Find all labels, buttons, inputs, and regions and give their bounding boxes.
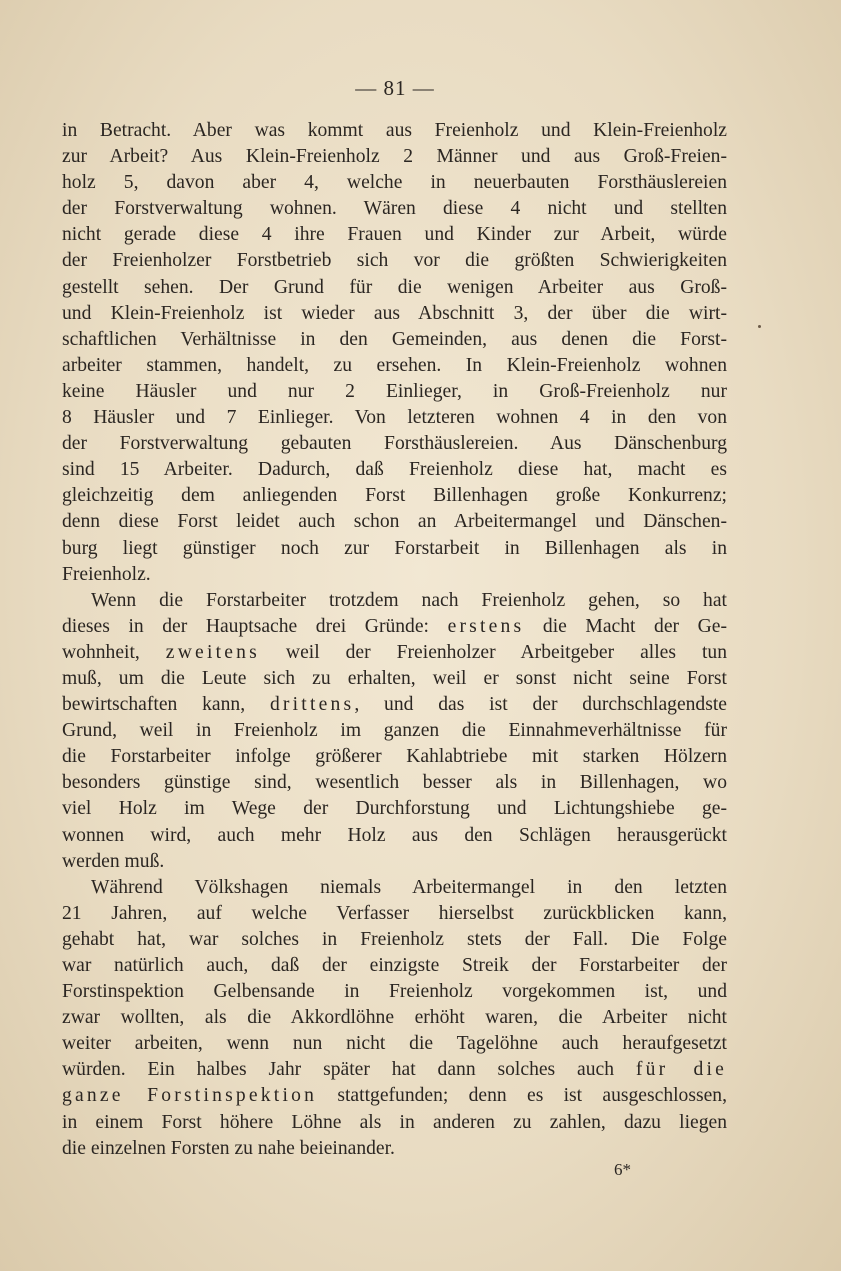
emphasis-spaced-text: drittens	[269, 694, 355, 716]
text-run: besonders günstige sind, wesentlich besser als in Billenhagen, wo	[62, 772, 727, 794]
text-line	[62, 744, 727, 770]
text-line	[62, 927, 727, 953]
text-run: , und das ist der durchschlagendste	[354, 694, 727, 716]
text-line	[62, 248, 727, 274]
text-run: sind 15 Arbeiter. Dadurch, daß Freienholz diese hat, macht es	[62, 459, 727, 481]
text-line	[62, 823, 727, 849]
text-run: arbeiter stammen, handelt, zu ersehen. In Klein-Freienholz wohnen	[62, 354, 727, 376]
text-line	[62, 692, 727, 718]
text-line	[62, 457, 727, 483]
text-line	[62, 588, 727, 614]
text-line	[62, 1057, 727, 1083]
text-line	[62, 640, 727, 666]
text-run: in Betracht. Aber was kommt aus Freienholz und Klein-Freienholz	[62, 120, 727, 141]
text-run: der Forstverwaltung gebauten Forsthäuslereien. Aus Dänschenburg	[62, 433, 727, 455]
text-run: wonnen wird, auch mehr Holz aus den Schlägen herausgerückt	[62, 824, 727, 846]
text-line	[62, 1136, 727, 1162]
paragraph-1	[62, 118, 727, 588]
text-line	[62, 353, 727, 379]
text-run: wohnheit,	[62, 641, 166, 663]
text-line	[62, 196, 727, 222]
text-line	[62, 953, 727, 979]
text-line	[62, 875, 727, 901]
text-run: denn diese Forst leidet auch schon an Arbeitermangel und Dänschen-	[62, 511, 727, 533]
emphasis-spaced-text: erstens	[447, 615, 525, 637]
text-run: gestellt sehen. Der Grund für die wenigen Arbeiter aus Groß-	[62, 276, 727, 298]
text-line	[62, 431, 727, 457]
text-line	[62, 979, 727, 1005]
text-line	[62, 118, 727, 144]
text-run: der Forstverwaltung wohnen. Wären diese 4 nicht und stellten	[62, 198, 727, 220]
text-line	[62, 509, 727, 535]
text-run: stattgefunden; denn es ist ausgeschlossen,	[317, 1085, 727, 1107]
text-run: und Klein-Freienholz ist wieder aus Abschnitt 3, der über die wirt-	[62, 302, 727, 324]
text-run: gehabt hat, war solches in Freienholz stets der Fall. Die Folge	[62, 928, 727, 950]
paper-speck	[758, 325, 761, 328]
text-line	[62, 327, 727, 353]
text-line	[62, 770, 727, 796]
text-line	[62, 1031, 727, 1057]
text-run: Grund, weil in Freienholz im ganzen die Einnahmeverhältnisse für	[62, 720, 727, 742]
text-run: gleichzeitig dem anliegenden Forst Billenhagen große Konkurrenz;	[62, 485, 727, 507]
emphasis-spaced-text: zweitens	[165, 641, 260, 663]
text-run: zwar wollten, als die Akkordlöhne erhöht waren, die Arbeiter nicht	[62, 1007, 727, 1029]
text-line	[62, 901, 727, 927]
text-run: war natürlich auch, daß der einzigste Streik der Forstarbeiter der	[62, 955, 727, 976]
emphasis-spaced-text: für die	[635, 1059, 727, 1081]
text-run: zur Arbeit? Aus Klein-Freienholz 2 Männer und aus Groß-Freien-	[62, 146, 727, 168]
text-line	[62, 614, 727, 640]
text-line	[62, 536, 727, 562]
text-run: würden. Ein halbes Jahr später hat dann solches auch	[62, 1059, 636, 1081]
paragraph-2	[62, 588, 727, 875]
text-run: dieses in der Hauptsache drei Gründe:	[62, 615, 448, 637]
text-run: nicht gerade diese 4 ihre Frauen und Kinder zur Arbeit, würde	[62, 224, 727, 246]
text-run: weiter arbeiten, wenn nun nicht die Tagelöhne auch heraufgesetzt	[62, 1033, 727, 1055]
text-line	[62, 222, 727, 248]
text-run: viel Holz im Wege der Durchforstung und Lichtungshiebe ge-	[62, 798, 727, 820]
text-run: muß, um die Leute sich zu erhalten, weil er sonst nicht seine Forst	[62, 667, 727, 689]
text-line	[62, 666, 727, 692]
text-line	[62, 1005, 727, 1031]
text-line	[62, 483, 727, 509]
text-run: Forstinspektion Gelbensande in Freienholz vorgekommen ist, und	[62, 981, 727, 1003]
text-run: in einem Forst höhere Löhne als in anderen zu zahlen, dazu liegen	[62, 1111, 727, 1133]
text-line	[62, 379, 727, 405]
text-line	[62, 1110, 727, 1136]
text-run: die einzelnen Forsten zu nahe beieinander.	[62, 1137, 395, 1159]
text-run: Freienholz.	[62, 563, 151, 585]
paragraph-3	[62, 875, 727, 1162]
text-line	[62, 170, 727, 196]
signature-mark: 6*	[614, 1160, 631, 1179]
text-run: die Macht der Ge-	[524, 615, 727, 637]
text-run: Wenn die Forstarbeiter trotzdem nach Freienholz gehen, so hat	[91, 589, 727, 611]
page-number: — 81 —	[355, 76, 435, 100]
text-run: weil der Freienholzer Arbeitgeber alles tun	[259, 641, 727, 663]
text-line	[62, 1083, 727, 1109]
text-line	[62, 849, 727, 875]
text-run: der Freienholzer Forstbetrieb sich vor die größten Schwierigkeiten	[62, 250, 727, 272]
text-run: 8 Häusler und 7 Einlieger. Von letzteren wohnen 4 in den von	[62, 407, 727, 429]
text-line	[62, 275, 727, 301]
text-run: keine Häusler und nur 2 Einlieger, in Groß-Freienholz nur	[62, 380, 727, 402]
text-line	[62, 405, 727, 431]
text-run: 21 Jahren, auf welche Verfasser hierselbst zurückblicken kann,	[62, 902, 727, 924]
body-text	[62, 118, 727, 1162]
text-line	[62, 562, 727, 588]
text-line	[62, 301, 727, 327]
text-run: holz 5, davon aber 4, welche in neuerbauten Forsthäuslereien	[62, 172, 727, 194]
text-run: burg liegt günstiger noch zur Forstarbeit in Billenhagen als in	[62, 537, 727, 559]
text-run: werden muß.	[62, 850, 165, 872]
text-run: Während Völkshagen niemals Arbeitermangel in den letzten	[91, 876, 727, 898]
text-run: bewirtschaften kann,	[62, 694, 270, 716]
text-line	[62, 796, 727, 822]
emphasis-spaced-text: ganze Forstinspektion	[62, 1085, 318, 1107]
text-line	[62, 718, 727, 744]
text-run: schaftlichen Verhältnisse in den Gemeinden, aus denen die Forst-	[62, 328, 727, 350]
text-line	[62, 144, 727, 170]
text-run: die Forstarbeiter infolge größerer Kahlabtriebe mit starken Hölzern	[62, 746, 727, 768]
